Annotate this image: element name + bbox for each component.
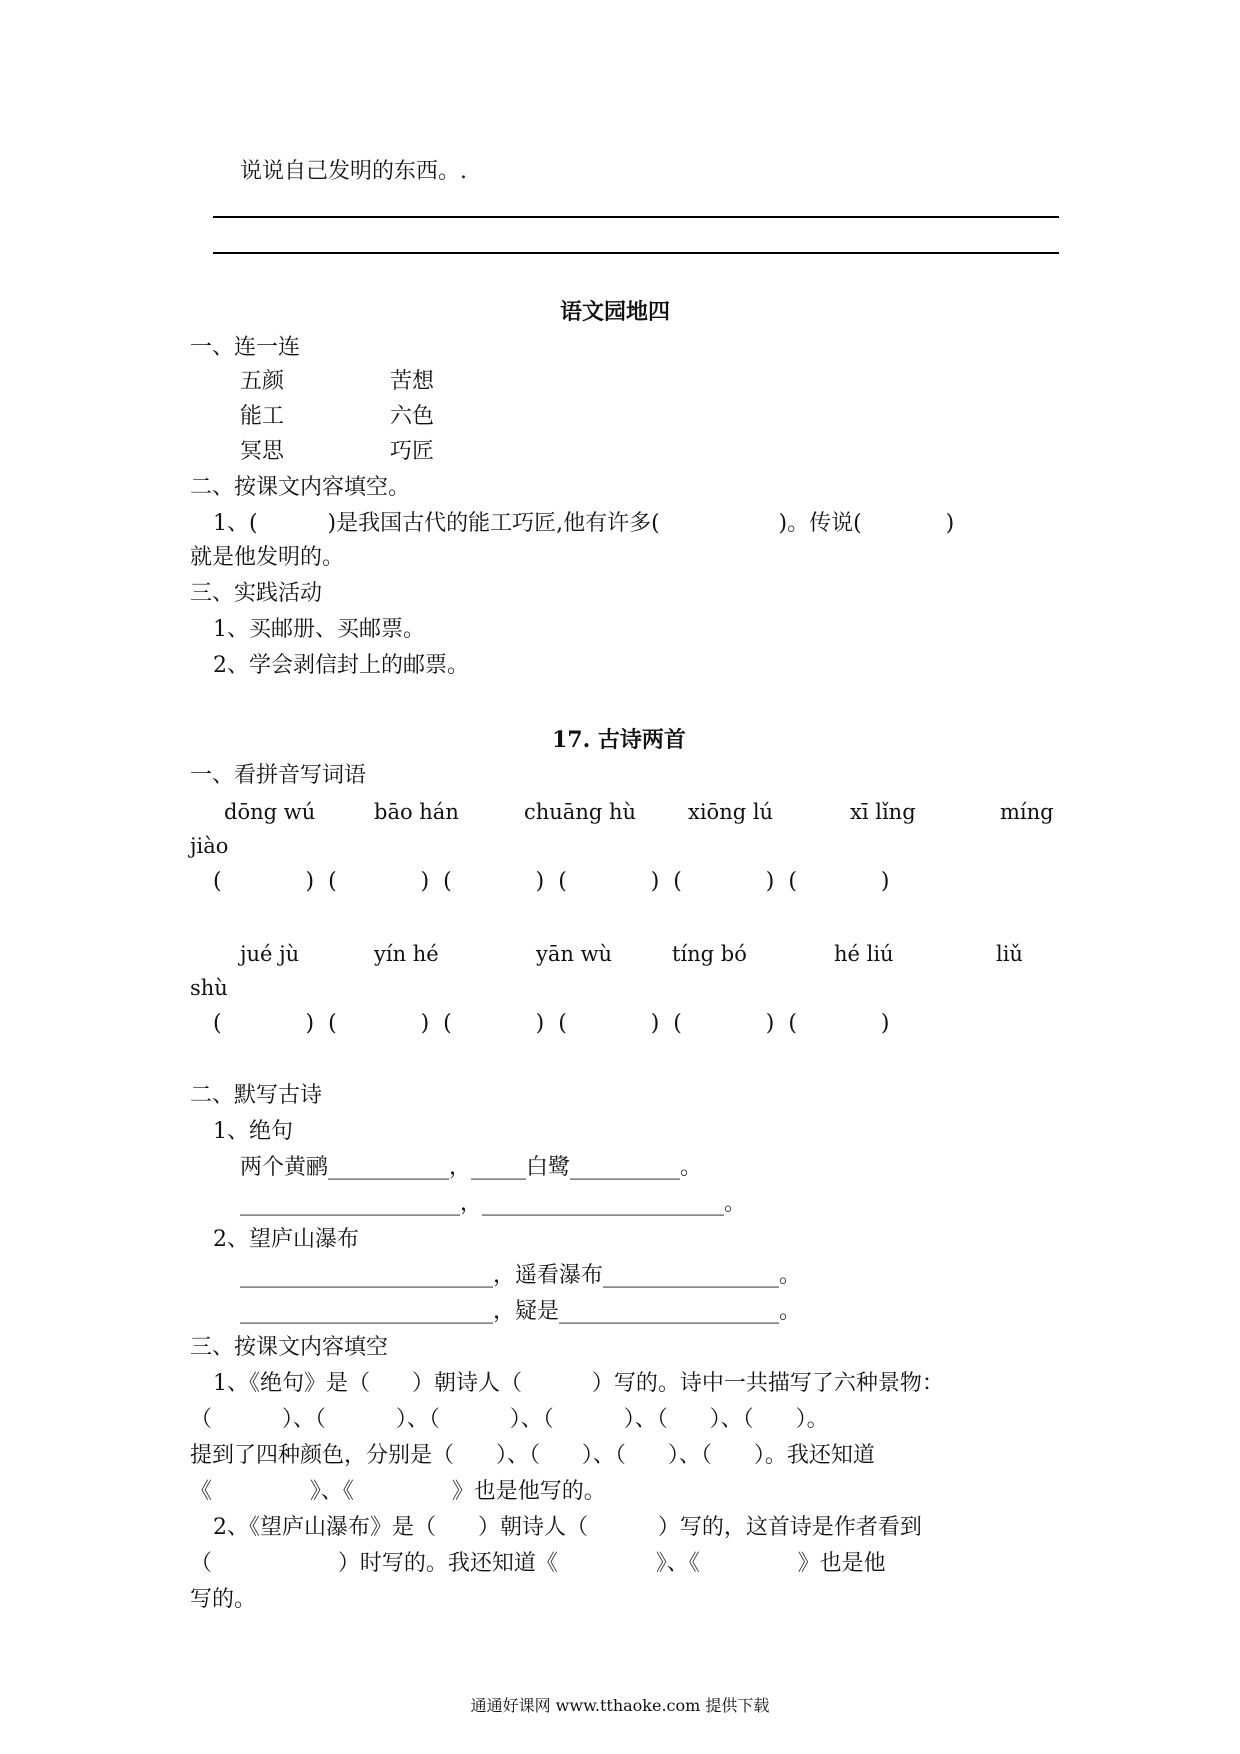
pinyin-r2-1: jué jù	[240, 942, 300, 966]
heading-match: 一、连一连	[190, 335, 301, 360]
q1-line-2: （ ）、（ ）、（ ）、（ ）、（ ）、（ ）。	[190, 1407, 829, 1432]
match-right-1: 苦想	[390, 369, 435, 394]
pinyin-r1-5: xī lǐng	[850, 800, 916, 824]
fill-line-1: 1、( )是我国古代的能工巧匠,他有许多( )。传说( )	[213, 511, 955, 536]
heading-practice: 三、实践活动	[190, 581, 323, 606]
fill-line-2: 就是他发明的。	[190, 545, 345, 570]
poem2-line-1: _______________________，遥看瀑布________________。	[240, 1263, 802, 1288]
heading-content-fill: 三、按课文内容填空	[190, 1335, 389, 1360]
answer-line-2	[213, 252, 1059, 254]
q2-line-2: （ ）时写的。我还知道《 》、《 》也是他	[190, 1551, 886, 1576]
q1-line-3: 提到了四种颜色，分别是（ ）、（ ）、（ ）、（ ）。我还知道	[190, 1443, 875, 1468]
match-left-1: 五颜	[240, 369, 285, 394]
pinyin-r2-2: yín hé	[374, 942, 439, 966]
poem1-line-1: 两个黄鹂___________，_____白鹭__________。	[240, 1155, 703, 1180]
match-right-2: 六色	[390, 404, 435, 429]
pinyin-r1-wrap: jiào	[190, 834, 229, 858]
pinyin-r2-3: yān wù	[536, 942, 613, 966]
footer-credit: 通通好课网 www.tthaoke.com 提供下载	[470, 1696, 770, 1715]
section-title-lesson17: 17. 古诗两首	[552, 727, 686, 753]
match-right-3: 巧匠	[390, 439, 435, 464]
pinyin-r2-5: hé liú	[834, 942, 894, 966]
answer-brackets-row-2: ( ) ( ) ( ) ( ) ( ) ( )	[213, 1011, 890, 1036]
match-left-3: 冥思	[240, 439, 285, 464]
answer-line-1	[213, 216, 1059, 218]
q1-line-4: 《 》、《 》也是他写的。	[190, 1479, 606, 1504]
practice-item-1: 1、买邮册、买邮票。	[213, 617, 425, 642]
q2-line-1: 2、《望庐山瀑布》是（ ）朝诗人（ ）写的，这首诗是作者看到	[213, 1515, 922, 1540]
pinyin-r1-3: chuāng hù	[524, 800, 637, 824]
pinyin-r2-6: liǔ	[996, 942, 1023, 966]
pinyin-r1-4: xiōng lú	[688, 800, 774, 824]
pinyin-r1-6: míng	[1000, 800, 1054, 824]
poem2-title: 2、望庐山瀑布	[213, 1227, 359, 1252]
pinyin-r2-4: tíng bó	[672, 942, 747, 966]
answer-brackets-row-1: ( ) ( ) ( ) ( ) ( ) ( )	[213, 869, 890, 894]
q1-line-1: 1、《绝句》是（ ）朝诗人（ ）写的。诗中一共描写了六种景物：	[213, 1371, 944, 1396]
poem2-line-2: _______________________，疑是____________________。	[240, 1299, 802, 1324]
q2-line-3: 写的。	[190, 1587, 257, 1612]
pinyin-r1-2: bāo hán	[374, 800, 459, 824]
practice-item-2: 2、学会剥信封上的邮票。	[213, 653, 469, 678]
invention-prompt: 说说自己发明的东西。.	[240, 159, 467, 184]
poem1-title: 1、绝句	[213, 1119, 293, 1144]
section-title-yuwen: 语文园地四	[560, 299, 671, 325]
pinyin-r2-wrap: shù	[190, 976, 228, 1000]
poem1-line-2: ____________________，______________________。	[240, 1191, 747, 1216]
pinyin-r1-1: dōng wú	[224, 800, 316, 824]
heading-pinyin: 一、看拼音写词语	[190, 763, 367, 788]
heading-poem-dictation: 二、默写古诗	[190, 1083, 323, 1108]
heading-fill: 二、按课文内容填空。	[190, 475, 411, 500]
match-left-2: 能工	[240, 404, 285, 429]
